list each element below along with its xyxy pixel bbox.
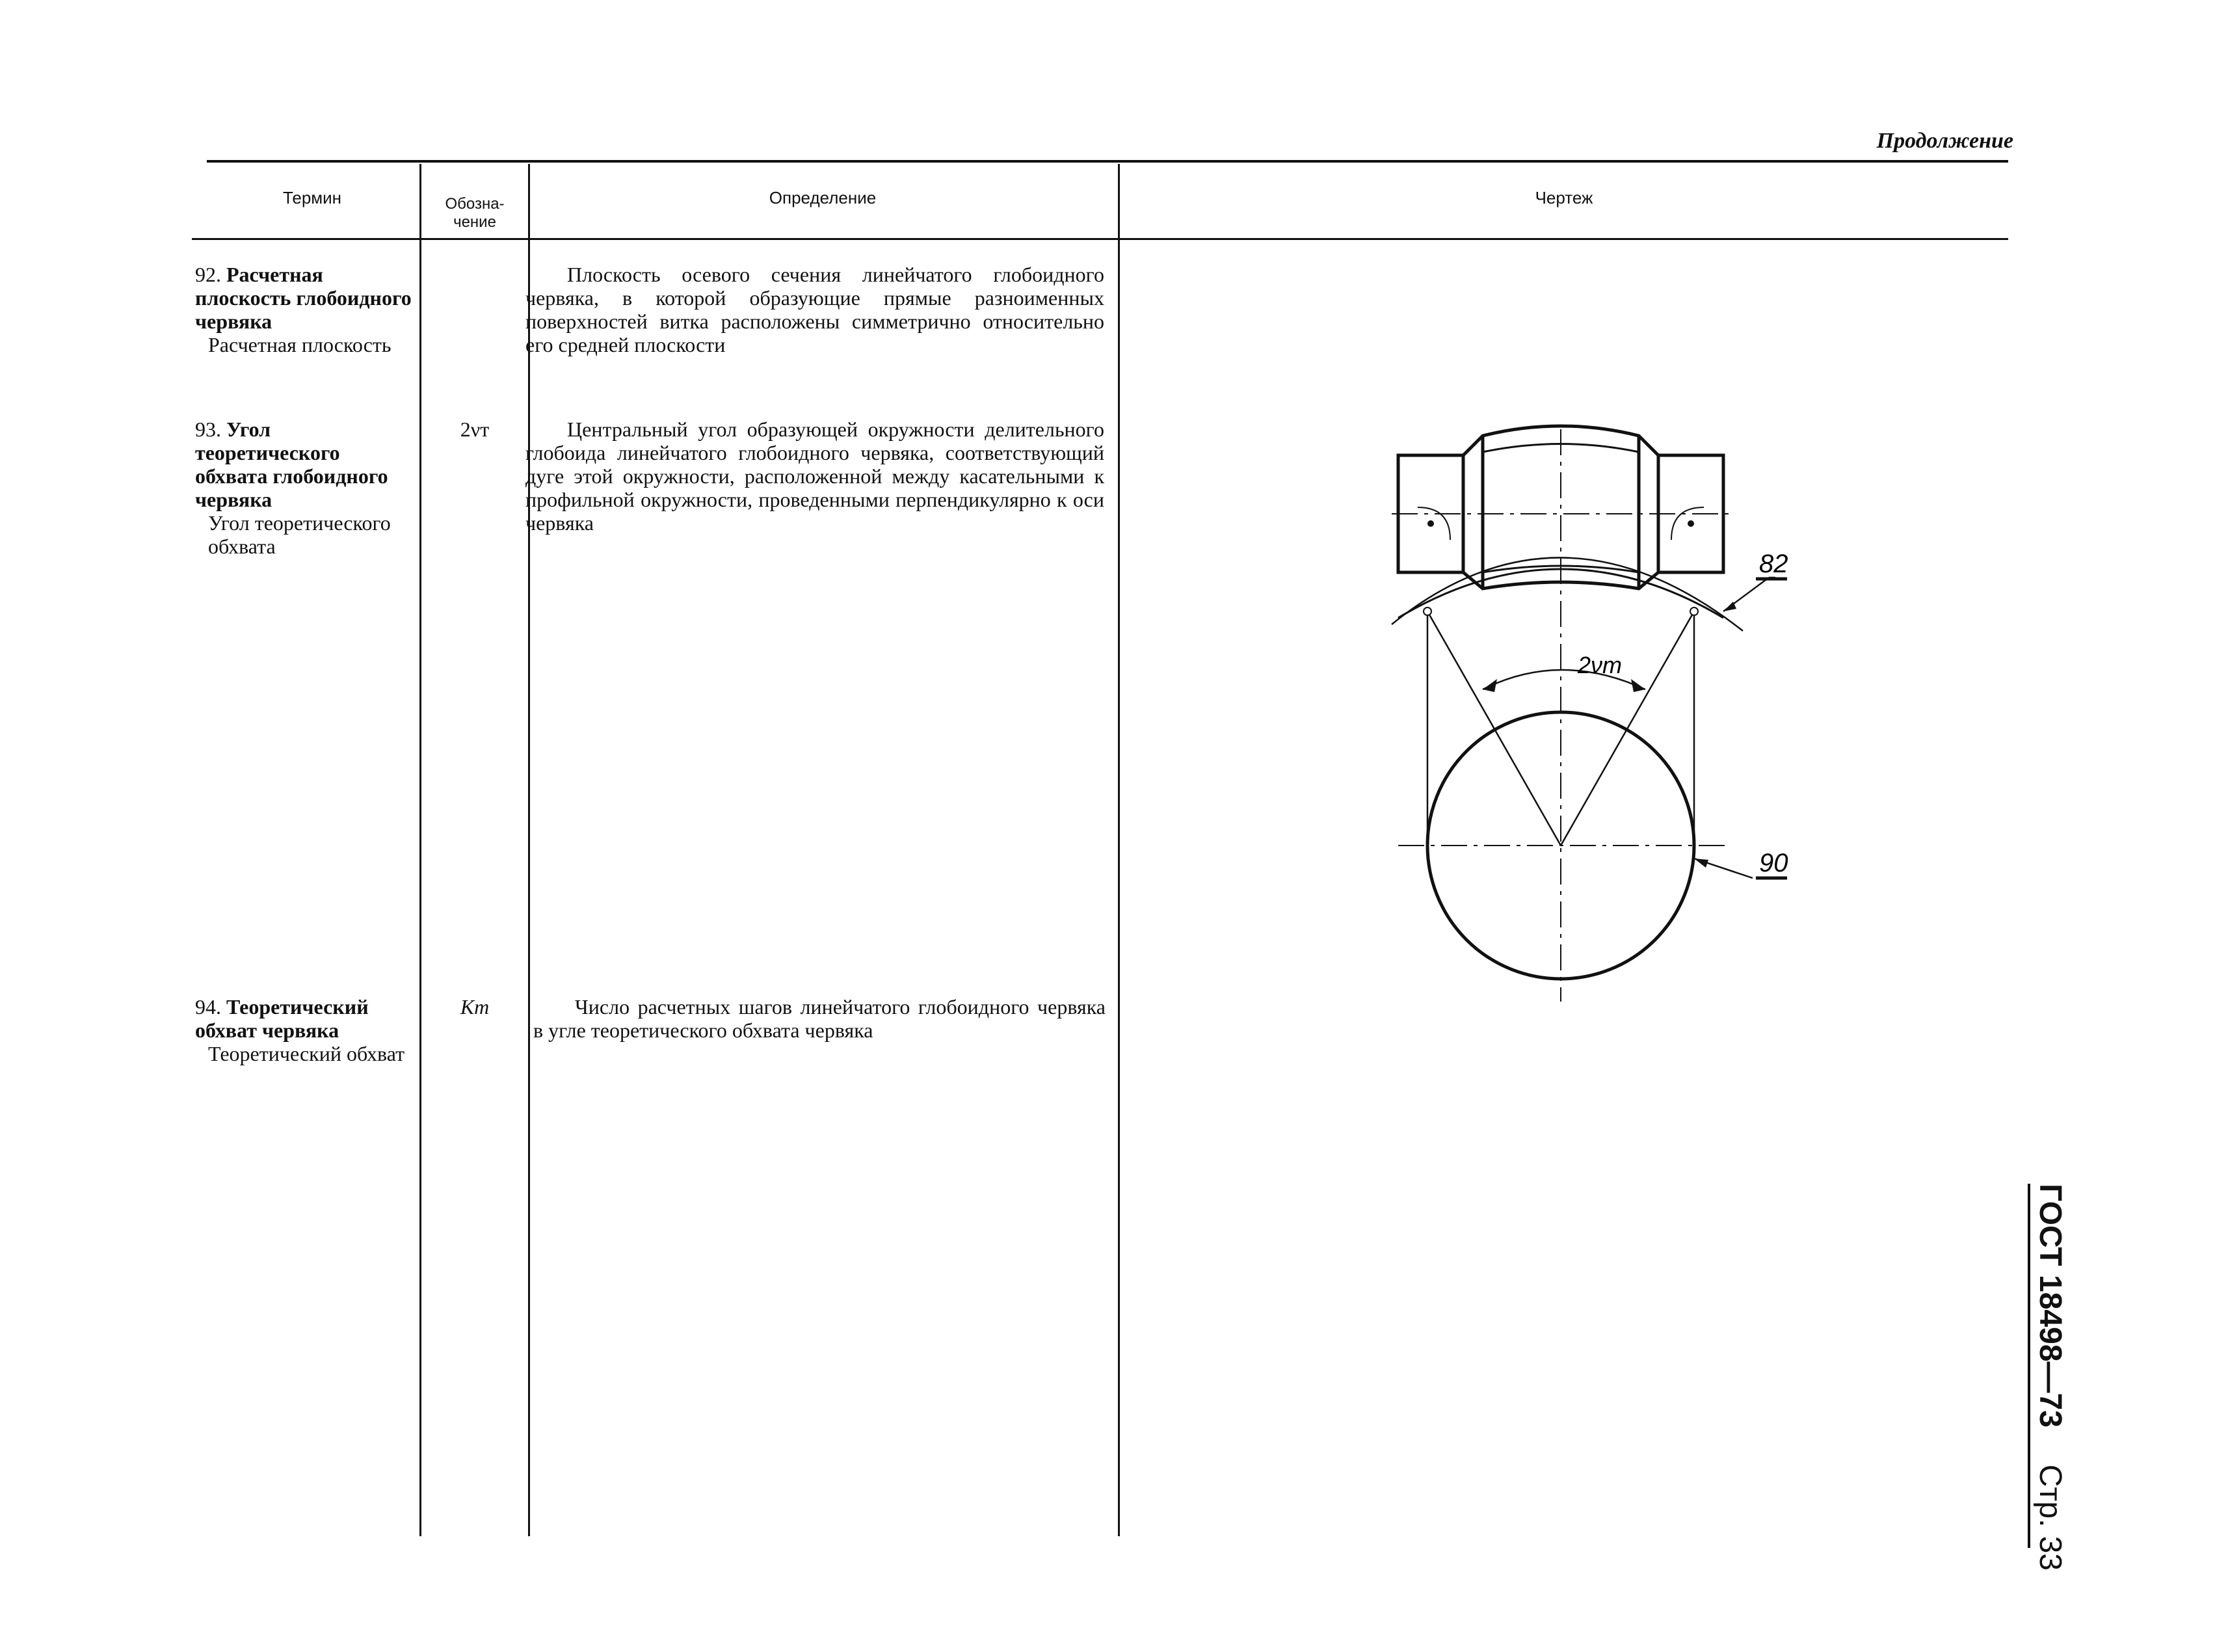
globoid-worm-drawing xyxy=(1353,416,1808,1002)
side-standard-label xyxy=(2016,1184,2068,1571)
continuation-label: Продолжение xyxy=(1876,129,2013,153)
definition-92: Плоскость осевого сечения линейчатого глобоидного червяка, в которой образующие прямые разноименных поверхностей витка расположены симметрично относительно его средней плоскости xyxy=(525,263,1104,356)
column-divider-3 xyxy=(1118,164,1120,1536)
page-number: Стр. 33 xyxy=(2033,1464,2067,1571)
angle-label: 2νт xyxy=(1578,652,1623,678)
header-drawing: Чертеж xyxy=(1535,188,1593,207)
callout-90: 90 xyxy=(1759,849,1788,877)
term-number: 93. xyxy=(195,418,221,441)
header-term: Термин xyxy=(282,188,342,207)
header-definition: Определение xyxy=(769,188,877,207)
column-divider-1 xyxy=(419,164,421,1536)
term-number: 94. xyxy=(195,995,221,1019)
term-bold: Угол теоретического обхвата глобоидного червяка xyxy=(195,418,388,511)
term-94 xyxy=(195,995,416,1065)
header-bottom-rule xyxy=(192,238,2008,240)
column-divider-2 xyxy=(528,164,530,1536)
symbol-94: Кт xyxy=(460,995,490,1019)
symbol-93: 2νт xyxy=(460,418,490,441)
term-short: Угол теоретического обхвата xyxy=(208,511,391,558)
term-92 xyxy=(195,263,416,356)
term-number: 92. xyxy=(195,263,221,286)
definition-93: Центральный угол образующей окружности делительного глобоида линейчатого глобоидного червяка, соответствующий дуге этой окружности, расположенной между касательными к профильной окружности, проведенными перпендикулярно к оси червяка xyxy=(525,418,1104,535)
side-rule xyxy=(2028,1184,2030,1548)
term-short: Теоретический обхват xyxy=(208,1042,405,1065)
callout-82: 82 xyxy=(1759,550,1788,578)
term-bold: Теоретический обхват червяка xyxy=(195,995,369,1042)
term-bold: Расчетная плоскость глобоидного червяка xyxy=(195,263,412,333)
standard-number: ГОСТ 18498—73 xyxy=(2033,1184,2067,1428)
header-symbol: Обозна- чение xyxy=(445,195,505,231)
term-93 xyxy=(195,418,416,558)
definition-94: Число расчетных шагов линейчатого глобоидного червяка в угле теоретического обхвата червяка xyxy=(533,995,1106,1042)
term-short: Расчетная плоскость xyxy=(208,333,391,356)
table-top-rule xyxy=(207,160,2008,163)
